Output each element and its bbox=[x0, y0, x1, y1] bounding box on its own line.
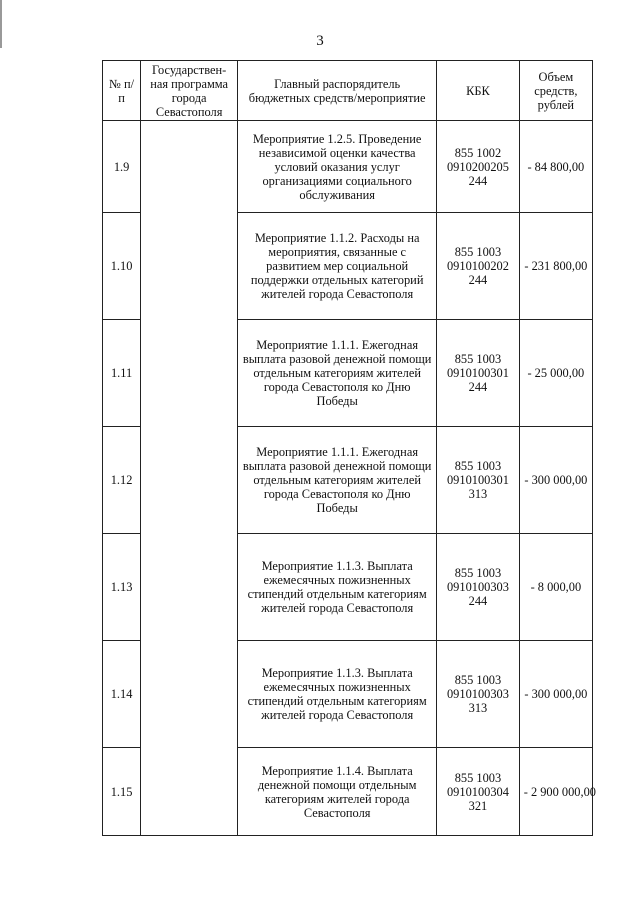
header-name: Главный распорядитель бюджетных средств/мероприятие bbox=[238, 61, 437, 121]
kbk-code-part: 0910100301 bbox=[446, 366, 509, 380]
header-kbk: КБК bbox=[437, 61, 520, 121]
activity-name: Мероприятие 1.1.4. Выплата денежной помощи отдельным категориям жителей города Севастополя bbox=[238, 748, 437, 836]
kbk-code-part: 855 1003 bbox=[454, 566, 502, 580]
activity-name: Мероприятие 1.1.3. Выплата ежемесячных пожизненных стипендий отдельным категориям жителей города Севастополя bbox=[238, 534, 437, 641]
kbk-cell bbox=[437, 320, 520, 427]
amount-cell: - 300 000,00 bbox=[519, 427, 592, 534]
kbk-code-part: 0910100301 bbox=[446, 473, 509, 487]
activity-name: Мероприятие 1.1.3. Выплата ежемесячных пожизненных стипендий отдельным категориям жителей города Севастополя bbox=[238, 641, 437, 748]
amount-cell: - 231 800,00 bbox=[519, 213, 592, 320]
kbk-code-part: 321 bbox=[468, 798, 488, 813]
amount-cell: - 8 000,00 bbox=[519, 534, 592, 641]
kbk-code-part: 855 1003 bbox=[454, 352, 502, 366]
kbk-cell bbox=[437, 427, 520, 534]
budget-table bbox=[102, 60, 596, 836]
kbk-cell bbox=[437, 641, 520, 748]
kbk-cell bbox=[437, 748, 520, 836]
kbk-code-part: 244 bbox=[468, 273, 488, 287]
header-program: Государствен-ная программа города Севастополя bbox=[141, 61, 238, 121]
kbk-code-part: 313 bbox=[468, 487, 488, 501]
amount-cell: - 25 000,00 bbox=[519, 320, 592, 427]
activity-name: Мероприятие 1.1.2. Расходы на мероприятия, связанные с развитием мер социальной поддержки отдельных категорий жителей города Севастополя bbox=[238, 213, 437, 320]
kbk-code-part: 0910100303 bbox=[446, 687, 509, 701]
kbk-cell bbox=[437, 534, 520, 641]
kbk-code-part: 855 1003 bbox=[454, 673, 502, 687]
kbk-cell bbox=[437, 213, 520, 320]
row-number: 1.12 bbox=[103, 427, 141, 534]
amount-cell: - 300 000,00 bbox=[519, 641, 592, 748]
kbk-code-part: 855 1003 bbox=[454, 459, 502, 473]
kbk-code-part: 0910100304 bbox=[446, 784, 509, 799]
row-number: 1.9 bbox=[103, 121, 141, 213]
header-sum: Объем средств, рублей bbox=[519, 61, 592, 121]
page-number: 3 bbox=[316, 33, 324, 49]
table-header-row bbox=[103, 61, 593, 121]
kbk-cell bbox=[437, 121, 520, 213]
activity-name: Мероприятие 1.1.1. Ежегодная выплата разовой денежной помощи отдельным категориям жителей города Севастополя ко Дню Победы bbox=[238, 427, 437, 534]
activity-name: Мероприятие 1.1.1. Ежегодная выплата разовой денежной помощи отдельным категориям жителей города Севастополя ко Дню Победы bbox=[238, 320, 437, 427]
kbk-code-part: 244 bbox=[468, 173, 488, 188]
kbk-code-part: 0910100303 bbox=[446, 580, 509, 594]
kbk-code-part: 313 bbox=[468, 701, 488, 715]
kbk-code-part: 244 bbox=[468, 380, 488, 394]
table-row bbox=[103, 121, 593, 213]
kbk-code-part: 0910200205 bbox=[446, 159, 509, 174]
header-num: № п/п bbox=[103, 61, 141, 121]
kbk-code-part: 0910100202 bbox=[446, 259, 509, 273]
activity-name: Мероприятие 1.2.5. Проведение независимой оценки качества условий оказания услуг организациями социального обслуживания bbox=[238, 121, 437, 213]
row-number: 1.10 bbox=[103, 213, 141, 320]
row-number: 1.13 bbox=[103, 534, 141, 641]
program-cell bbox=[141, 121, 238, 836]
row-number: 1.14 bbox=[103, 641, 141, 748]
amount-cell: - 84 800,00 bbox=[519, 121, 592, 213]
kbk-code-part: 855 1003 bbox=[454, 245, 502, 259]
amount-cell: - 2 900 000,00 bbox=[519, 748, 592, 836]
kbk-code-part: 855 1003 bbox=[454, 770, 502, 785]
row-number: 1.15 bbox=[103, 748, 141, 836]
row-number: 1.11 bbox=[103, 320, 141, 427]
kbk-code-part: 244 bbox=[468, 594, 488, 608]
kbk-code-part: 855 1002 bbox=[454, 145, 502, 160]
